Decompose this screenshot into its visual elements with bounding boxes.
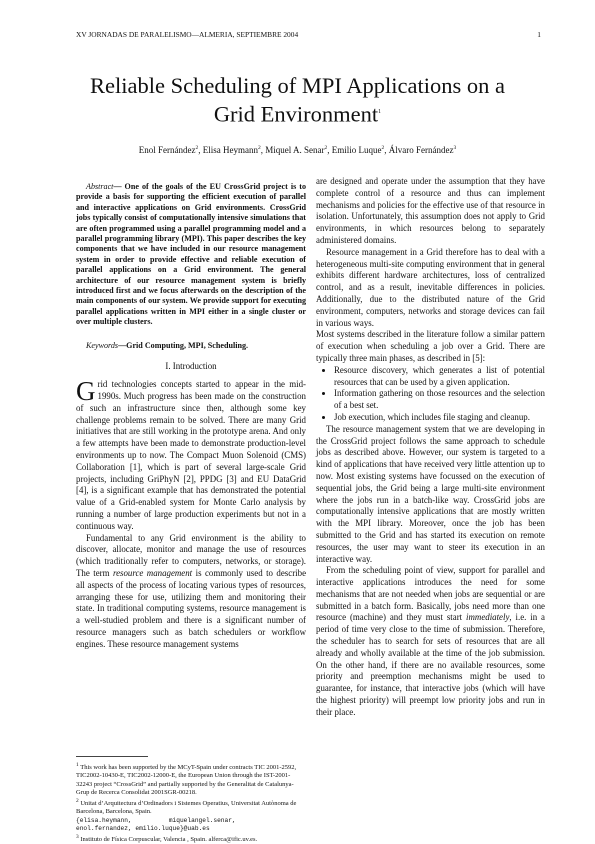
list-item: • Resource discovery, which generates a list of potential resources that can be used by a given application. (334, 365, 545, 389)
keywords-text: —Grid Computing, MPI, Scheduling. (118, 340, 249, 350)
right-paragraph-5 (316, 565, 545, 718)
right-paragraph-5-text-a: From the scheduling point of view, support for parallel and interactive applications introduces the need for some mechanisms that are not needed when jobs are sequential or are submitted in a batch form. Basically, jobs need more than one resource (machine) and they must start (316, 565, 545, 623)
author-mark: 3 (453, 145, 457, 151)
author-list: Enol Fernández$^2$, Elisa Heymann$^2$, Miquel A. Senar$^2$, Emilio Luque$^2$, Álvaro Fernández$^3$ (138, 145, 457, 155)
footnote-3-text: Instituto de Física Corpuscular, Valencia , Spain. alferca@ific.uv.es. (80, 836, 258, 844)
list-item: • Information gathering on those resources and the selection of a best set. (334, 388, 545, 412)
keywords (76, 340, 306, 352)
intro-paragraph-2-text-b: is commonly used to describe all aspects of the process of locating various types of resources, arranging these for use, utilizing them and monitoring their state. In traditional computing systems, resource management is a well-studied problem and there is a significant number of resource managers such as batch schedulers or workflow engines. These resource management systems (76, 568, 307, 649)
footnote-2-emails-1: {elisa.heymann, miquelangel.senar, (76, 816, 236, 824)
footnote-2: $^2$ Unitat d’Arquitectura d’Ordinadors i Sistemes Operatius, Universitat Autònoma de Barcelona, Barcelona, Spain. (76, 797, 297, 816)
footnote-rule (76, 756, 148, 757)
footnote-1: $^1$ This work has been supported by the MCyT-Spain under contracts TIC 2001-2592, TIC2002-10430-E, TIC2002-12000-E, the European Union through the IST-2001-32243 project “CrossGrid” and partially supported by the Generalitat de Catalunya- Grup de Recerca Consolidat 2001SGR-00218. (76, 762, 297, 796)
page-number: 1 (537, 30, 541, 39)
abstract-label: Abstract (86, 182, 114, 191)
author: Elisa Heymann (202, 145, 258, 155)
author: Álvaro Fernández (388, 145, 454, 155)
intro-paragraph-2 (76, 533, 306, 651)
abstract-text: — One of the goals of the EU CrossGrid project is to provide a basis for supporting the efficient execution of parallel and interactive applications on Grid environments. CrossGrid jobs typically consist of computationally intensive simulations that are often programmed using a parallel programming model and a parallel programming library (MPI). This paper describes the key components that we have included in our resource management system in order to provide effective and reliable execution of parallel applications on a Grid environment. The general architecture of our resource management system is briefly introduced first and we focus afterwards on the description of the main components of our system. We provide support for executing parallel applications written in MPI either in a single cluster or over multiple clusters. (76, 182, 306, 327)
footnote-2-emails-2: enol.fernandez, emilio.luque}@uab.es (76, 824, 210, 832)
footnotes (76, 756, 306, 844)
author-mark: 2 (258, 145, 261, 151)
section-heading: I. Introduction (165, 361, 217, 372)
title-footnote-mark: 1 (378, 109, 382, 115)
title-line-2: Grid Environment (213, 101, 379, 127)
author: Emilio Luque (331, 145, 382, 155)
right-paragraph-5-text-b: , i.e. in a period of time very close to the time of submission. Therefore, the scheduler has to search for sets of resources that are all already and wholly available at the time of the job submission. On the other hand, if there are no available resources, some priority and preemption mechanisms might be used to guarantee, for instance, that interactive jobs (which will have the highest priority) will preempt low priority jobs and run in their place. (316, 612, 545, 717)
phase-list (316, 365, 545, 424)
running-title: XV JORNADAS DE PARALELISMO—ALMERIA, SEPTIEMBRE 2004 (76, 30, 299, 39)
left-column (76, 182, 306, 651)
list-item: • Job execution, which includes file staging and cleanup. (334, 412, 545, 424)
intro-paragraph-2-emphasis: resource management (112, 568, 193, 579)
intro-paragraph-1 (76, 376, 306, 532)
intro-paragraph-1-text: rid technologies concepts started to appear in the mid-1990s. Much progress has been made on the construction of such an infrastructure since then, although some key challenge problems remain to be solved. There are many Grid initiatives that are still working in the prototype arena. And only a few attempts have been made to demonstrate production-level environments up to now. The Compact Muon Solenoid (CMS) Collaboration [1], which is part of several large-scale Grid projects, including GriPhyN [2], PPDG [3] and EU DataGrid [4], is a significant example that has demonstrated the potential value of a Grid-enabled system for Monte Carlo analysis by running a number of large production experiments but not in a continuous way. (76, 379, 306, 531)
author: Miquel A. Senar (265, 145, 325, 155)
footnote-3: $^3$ Instituto de Física Corpuscular, Valencia , Spain. alferca@ific.uv.es. (76, 833, 258, 844)
right-paragraph-2: Resource management in a Grid therefore has to deal with a heterogeneous multi-site computing environment that in general exhibits different hardware architectures, loss of centralized control, and as a result, inevitable differences in policies. Additionally, due to the distributed nature of the Grid environment, computers, networks and storage devices can fail in various ways. (316, 246, 545, 328)
right-paragraph-5-emphasis: immediately (466, 612, 510, 623)
paper-title (60, 72, 535, 128)
right-paragraph-3: Most systems described in the literature follow a similar pattern of execution when scheduling a job over a Grid. There are typically three main phases, as described in [5]: (316, 329, 545, 363)
author: Enol Fernández (138, 145, 196, 155)
footnote-1-text: This work has been supported by the MCyT-Spain under contracts TIC 2001-2592, TIC2002-10430-E, TIC2002-12000-E, the European Union through the IST-2001-32243 project “CrossGrid” and partially supported by the Generalitat de Catalunya- Grup de Recerca Consolidat 2001SGR-00218. (76, 764, 297, 796)
footnote-2-text: Unitat d’Arquitectura d’Ordinadors i Sistemes Operatius, Universitat Autònoma de Barcelona, Barcelona, Spain. (76, 800, 297, 816)
drop-cap: G (76, 376, 96, 407)
author-mark: 2 (381, 145, 385, 151)
keywords-label: Keywords (86, 340, 119, 350)
right-column (316, 176, 545, 719)
right-paragraph-4: The resource management system that we are developing in the CrossGrid project follows the same approach to schedule jobs as described above. However, our system is targeted to a kind of applications that have received very little attention up to now. Most existing systems have focussed on the execution of sequential jobs, the Grid being a large multi-site environment where the jobs run in a batch-like way. CrossGrid jobs are computationally intensive applications that are mostly written with the MPI library. Moreover, once the job has been submitted to the Grid and has started its execution on remote resources, the user may want to steer its execution in an interactive way. (316, 423, 545, 564)
running-header (76, 30, 541, 39)
author-mark: 2 (324, 145, 328, 151)
author-mark: 2 (195, 145, 199, 151)
right-paragraph-1: are designed and operate under the assumption that they have complete control of a resource and thus can implement mechanisms and policies for the effective use of that resource in isolation. Unfortunately, this assumption does not apply to Grid environments, in which resources belong to separately administered domains. (316, 176, 545, 245)
intro-paragraph-2-text-a: Fundamental to any Grid environment is the ability to discover, allocate, monitor and manage the use of resources (which traditionally refer to computers, networks, or storage). The term (76, 532, 306, 579)
title-line-1: Reliable Scheduling of MPI Applications on a (90, 73, 505, 98)
abstract (76, 182, 306, 328)
